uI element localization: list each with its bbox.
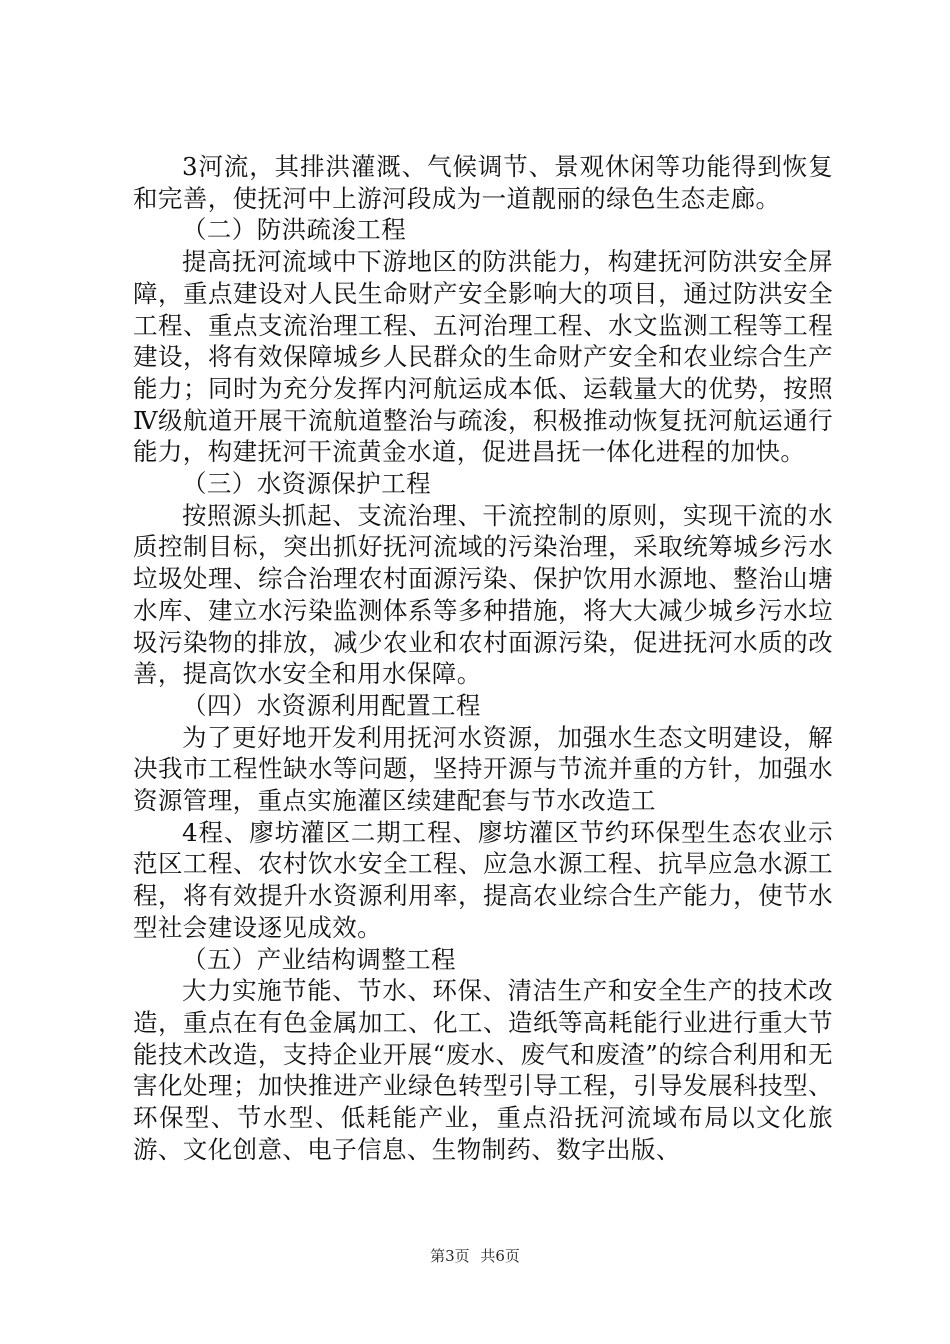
paragraph-water-allocation: 为了更好地开发利用抚河水资源，加强水生态文明建设，解决我市工程性缺水等问题，坚持开源与节流并重的方针，加强水资源管理，重点实施灌区续建配套与节水改造工 [133, 722, 833, 816]
page-number: 第3页 [430, 1247, 470, 1265]
paragraph-water-protection: 按照源头抓起、支流治理、干流控制的原则，实现干流的水质控制目标，突出抓好抚河流域的污染治理，采取统筹城乡污水垃圾处理、综合治理农村面源污染、保护饮用水源地、整治山塘水库、建立水污染监测体系等多种措施，将大大减少城乡污水垃圾污染物的排放，减少农业和农村面源污染，促进抚河水质的改善，提高饮水安全和用水保障。 [133, 500, 833, 689]
section-heading-water-protection: （三）水资源保护工程 [182, 469, 431, 499]
paragraph-continuation-2: 4程、廖坊灌区二期工程、廖坊灌区节约环保型生态农业示范区工程、农村饮水安全工程、应急水源工程、抗旱应急水源工程，将有效提升水资源利用率，提高农业综合生产能力，使节水型社会建设逐见成效。 [133, 817, 833, 942]
document-body [133, 151, 833, 1166]
section-heading-industry-restructuring: （五）产业结构调整工程 [182, 944, 456, 974]
section-heading-flood-control: （二）防洪疏浚工程 [182, 215, 407, 245]
paragraph-flood-control: 提高抚河流域中下游地区的防洪能力，构建抚河防洪安全屏障，重点建设对人民生命财产安全影响大的项目，通过防洪安全工程、重点支流治理工程、五河治理工程、水文监测工程等工程建设，将有效保障城乡人民群众的生命财产安全和农业综合生产能力；同时为充分发挥内河航运成本低、运载量大的优势，按照Ⅳ级航道开展干流航道整治与疏浚，积极推动恢复抚河航运通行能力，构建抚河干流黄金水道，促进昌抚一体化进程的加快。 [133, 247, 833, 467]
page-total: 共6页 [480, 1247, 520, 1265]
section-heading-water-allocation: （四）水资源利用配置工程 [182, 690, 481, 720]
paragraph-continuation-1: 3河流，其排洪灌溉、气候调节、景观休闲等功能得到恢复和完善，使抚河中上游河段成为一道靓丽的绿色生态走廊。 [133, 152, 833, 213]
page-footer [0, 1245, 950, 1266]
paragraph-industry-restructuring: 大力实施节能、节水、环保、清洁生产和安全生产的技术改造，重点在有色金属加工、化工、造纸等高耗能行业进行重大节能技术改造，支持企业开展“废水、废气和废渣”的综合利用和无害化处理；加快推进产业绿色转型引导工程，引导发展科技型、环保型、节水型、低耗能产业，重点沿抚河流域布局以文化旅游、文化创意、电子信息、生物制药、数字出版、 [133, 976, 833, 1164]
